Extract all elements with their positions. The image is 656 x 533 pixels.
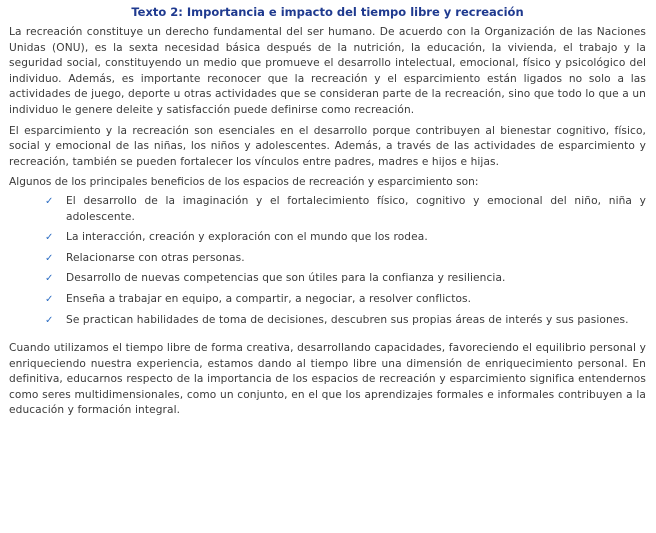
benefits-intro: Algunos de los principales beneficios de los espacios de recreación y esparcimiento son: [9, 176, 479, 189]
list-item-text: Relacionarse con otras personas. [66, 251, 245, 264]
list-item-text: Enseña a trabajar en equipo, a compartir, a negociar, a resolver conflictos. [66, 292, 472, 305]
document-title: Texto 2: Importancia e impacto del tiempo libre y recreación [131, 5, 524, 19]
check-icon: ✓ [45, 293, 54, 305]
list-item-text: Desarrollo de nuevas competencias que son útiles para la confianza y resiliencia. [66, 272, 506, 285]
paragraph-recreation-right: La recreación constituye un derecho fundamental del ser humano. De acuerdo con la Organización de las Naciones Unidas (ONU), es la sexta necesidad básica después de la nutrición, la educación, la vivienda, el trabajo y la seguridad social, constituyendo un medio que promueve el desarrollo intelectual, emocional, físico y psicológico del individuo. Además, es importante reconocer que la recreación y el esparcimiento están ligados no solo a las actividades de juego, deporte u otras actividades que se consideran parte de la recreación, sino que todo lo que a un individuo le genere deleite y satisfacción puede definirse como recreación. [9, 26, 646, 116]
list-item-text: Se practican habilidades de toma de decisiones, descubren sus propias áreas de interés y sus pasiones. [66, 313, 629, 326]
paragraph-closing: Cuando utilizamos el tiempo libre de forma creativa, desarrollando capacidades, favoreciendo el equilibrio personal y enriqueciendo nuestra experiencia, estamos dando al tiempo libre una dimensión de enriquecimiento personal. En definitiva, educarnos respecto de la importancia de los espacios de recreación y esparcimiento significa entendernos como seres multidimensionales, como un conjunto, en el que los aprendizajes formales e informales contribuyen a la educación y formación integral. [9, 342, 646, 417]
list-item [45, 230, 646, 246]
check-icon: ✓ [45, 314, 54, 326]
list-item [45, 194, 646, 225]
paragraph-development: El esparcimiento y la recreación son esenciales en el desarrollo porque contribuyen al bienestar cognitivo, físico, social y emocional de las niñas, los niños y adolescentes. Además, a través de las actividades de esparcimiento y recreación, también se pueden fortalecer los vínculos entre padres, madres e hijos e hijas. [9, 124, 646, 168]
list-item [45, 313, 646, 329]
list-item [45, 292, 646, 308]
list-item-text: El desarrollo de la imaginación y el fortalecimiento físico, cognitivo y emocional del niño, niña y adolescente. [66, 194, 646, 223]
check-icon: ✓ [45, 273, 54, 285]
check-icon: ✓ [45, 232, 54, 244]
check-icon: ✓ [45, 252, 54, 264]
list-item [45, 251, 646, 267]
list-item [45, 271, 646, 287]
list-item-text: La interacción, creación y exploración con el mundo que los rodea. [66, 231, 428, 244]
check-icon: ✓ [45, 195, 54, 207]
benefits-list [9, 194, 646, 328]
